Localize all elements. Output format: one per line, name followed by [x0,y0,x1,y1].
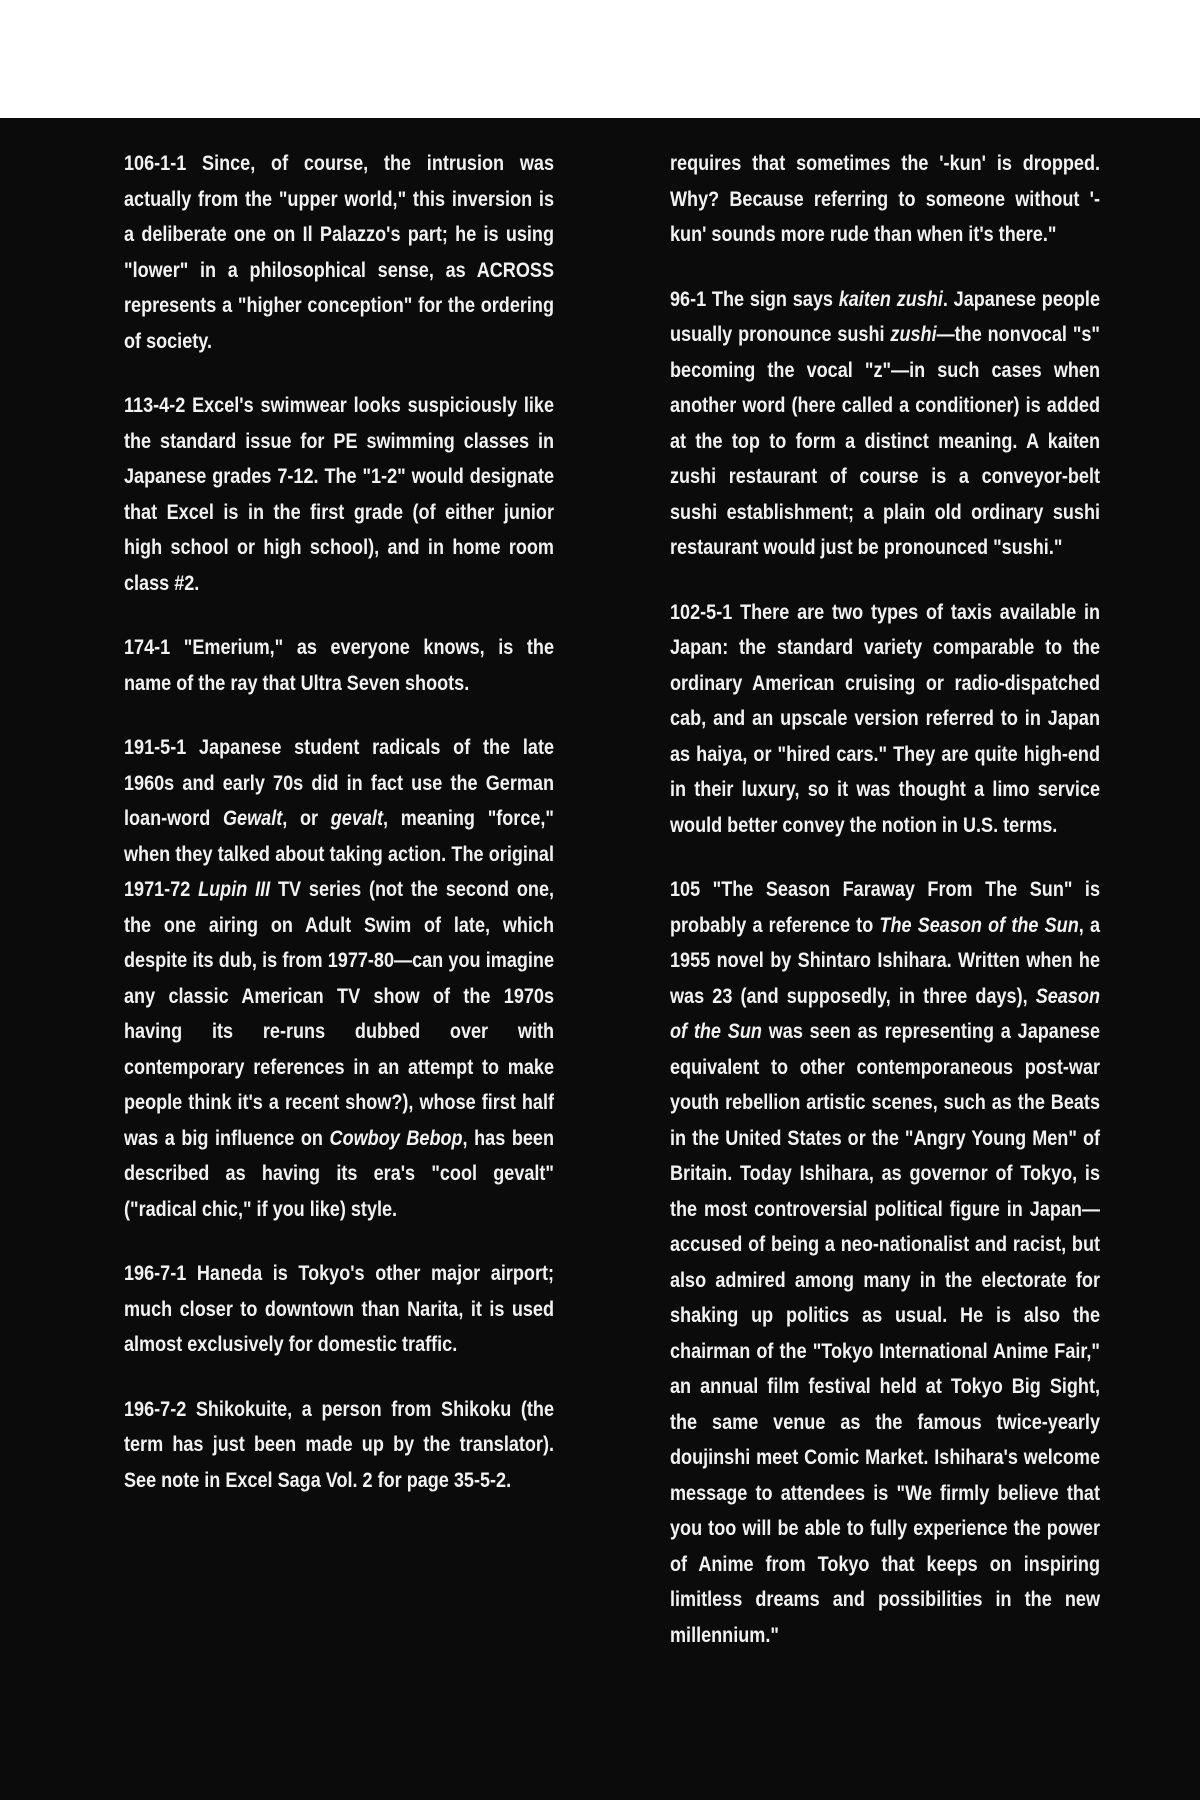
note-102-5-1 [670,595,1100,844]
note-196-7-2 [124,1392,554,1499]
note-106-1-1 [124,146,554,359]
note-text: 196-7-2 Shikokuite, a person from Shikoku (the term has just been made up by the translator). See note in Excel Saga Vol. 2 for page 35-5-2. [124,1397,554,1492]
note-text: , a 1955 novel by Shintaro Ishihara. Written when he was 23 (and supposedly, in three days), [670,913,1100,1008]
note-text: Season of the Sun [670,984,1100,1043]
note-continued [670,146,1100,253]
note-text: Cowboy Bebop [329,1126,463,1150]
note-text: 106-1-1 Since, of course, the intrusion was actually from the "upper world," this inversion is a deliberate one on Il Palazzo's part; he is using "lower" in a philosophical sense, as ACROSS represents a "higher conception" for the ordering of society. [124,152,554,353]
note-text: . Japanese people usually pronounce sushi [670,287,1100,346]
note-text: Gewalt [223,807,283,830]
note-text: , or [282,807,331,830]
note-text: TV series (not the second one, the one airing on Adult Swim of late, which despite its dub, is from 1977-80—can you imagine any classic American TV show of the 1970s having its re-runs dubbed over with contemporary references in an attempt to make people think it's a recent show?), whose first half was a big influence on [124,878,555,1150]
note-96-1 [670,282,1100,566]
note-174-1 [124,630,554,701]
note-text: 191-5-1 Japanese student radicals of the late 1960s and early 70s did in fact use the German loan-word [124,736,554,830]
page-body [0,118,1200,1800]
left-column [124,146,554,1527]
note-text: requires that sometimes the '-kun' is dropped. Why? Because referring to someone without '-kun' sounds more rude than when it's there." [670,152,1100,246]
note-text: , has been described as having its era's "cool gevalt" ("radical chic," if you like) style. [124,1126,555,1221]
note-text: 102-5-1 There are two types of taxis available in Japan: the standard variety comparable to the ordinary American cruising or radio-dispatched cab, and an upscale version referred to in Japan as haiya, or "hired cars." They are quite high-end in their luxury, so it was thought a limo service would better convey the notion in U.S. terms. [670,600,1100,837]
note-text: 96-1 The sign says [670,287,839,311]
note-191-5-1 [124,730,554,1227]
note-text: The Season of the Sun [879,913,1079,937]
note-text: zushi [890,323,937,346]
note-text: —the nonvocal "s" becoming the vocal "z"—in such cases when another word (here called a conditioner) is added at the top to form a distinct meaning. A kaiten zushi restaurant of course is a conveyor-belt sushi establishment; a plain old ordinary sushi restaurant would just be pronounced "sushi." [670,323,1100,559]
note-113-4-2 [124,388,554,601]
note-text: kaiten zushi [838,287,943,311]
note-text: 196-7-1 Haneda is Tokyo's other major airport; much closer to downtown than Narita, it is used almost exclusively for domestic traffic. [124,1262,554,1356]
note-196-7-1 [124,1256,554,1363]
note-105 [670,872,1100,1653]
note-text: 174-1 "Emerium," as everyone knows, is the name of the ray that Ultra Seven shoots. [124,636,554,695]
note-text: , meaning "force," when they talked about taking action. The original 1971-72 [124,807,554,901]
note-text: 105 "The Season Faraway From The Sun" is probably a reference to [670,878,1100,937]
note-text: Lupin III [198,878,271,901]
note-text: 113-4-2 Excel's swimwear looks suspiciously like the standard issue for PE swimming classes in Japanese grades 7-12. The "1-2" would designate that Excel is in the first grade (of either junior high school or high school), and in home room class #2. [124,394,554,595]
note-text: was seen as representing a Japanese equivalent to other contemporaneous post-war youth rebellion artistic scenes, such as the Beats in the United States or the "Angry Young Men" of Britain. Today Ishihara, as governor of Tokyo, is the most controversial political figure in Japan—accused of being a neo-nationalist and racist, but also admired among many in the electorate for shaking up politics as usual. He is also the chairman of the "Tokyo International Anime Fair," an annual film festival held at Tokyo Big Sight, the same venue as the famous twice-yearly doujinshi meet Comic Market. Ishihara's welcome message to attendees is "We firmly believe that you too will be able to fully experience the power of Anime from Tokyo that keeps on inspiring limitless dreams and possibilities in the new millennium." [670,1020,1100,1647]
note-text: gevalt [330,807,383,830]
right-column [670,146,1100,1682]
